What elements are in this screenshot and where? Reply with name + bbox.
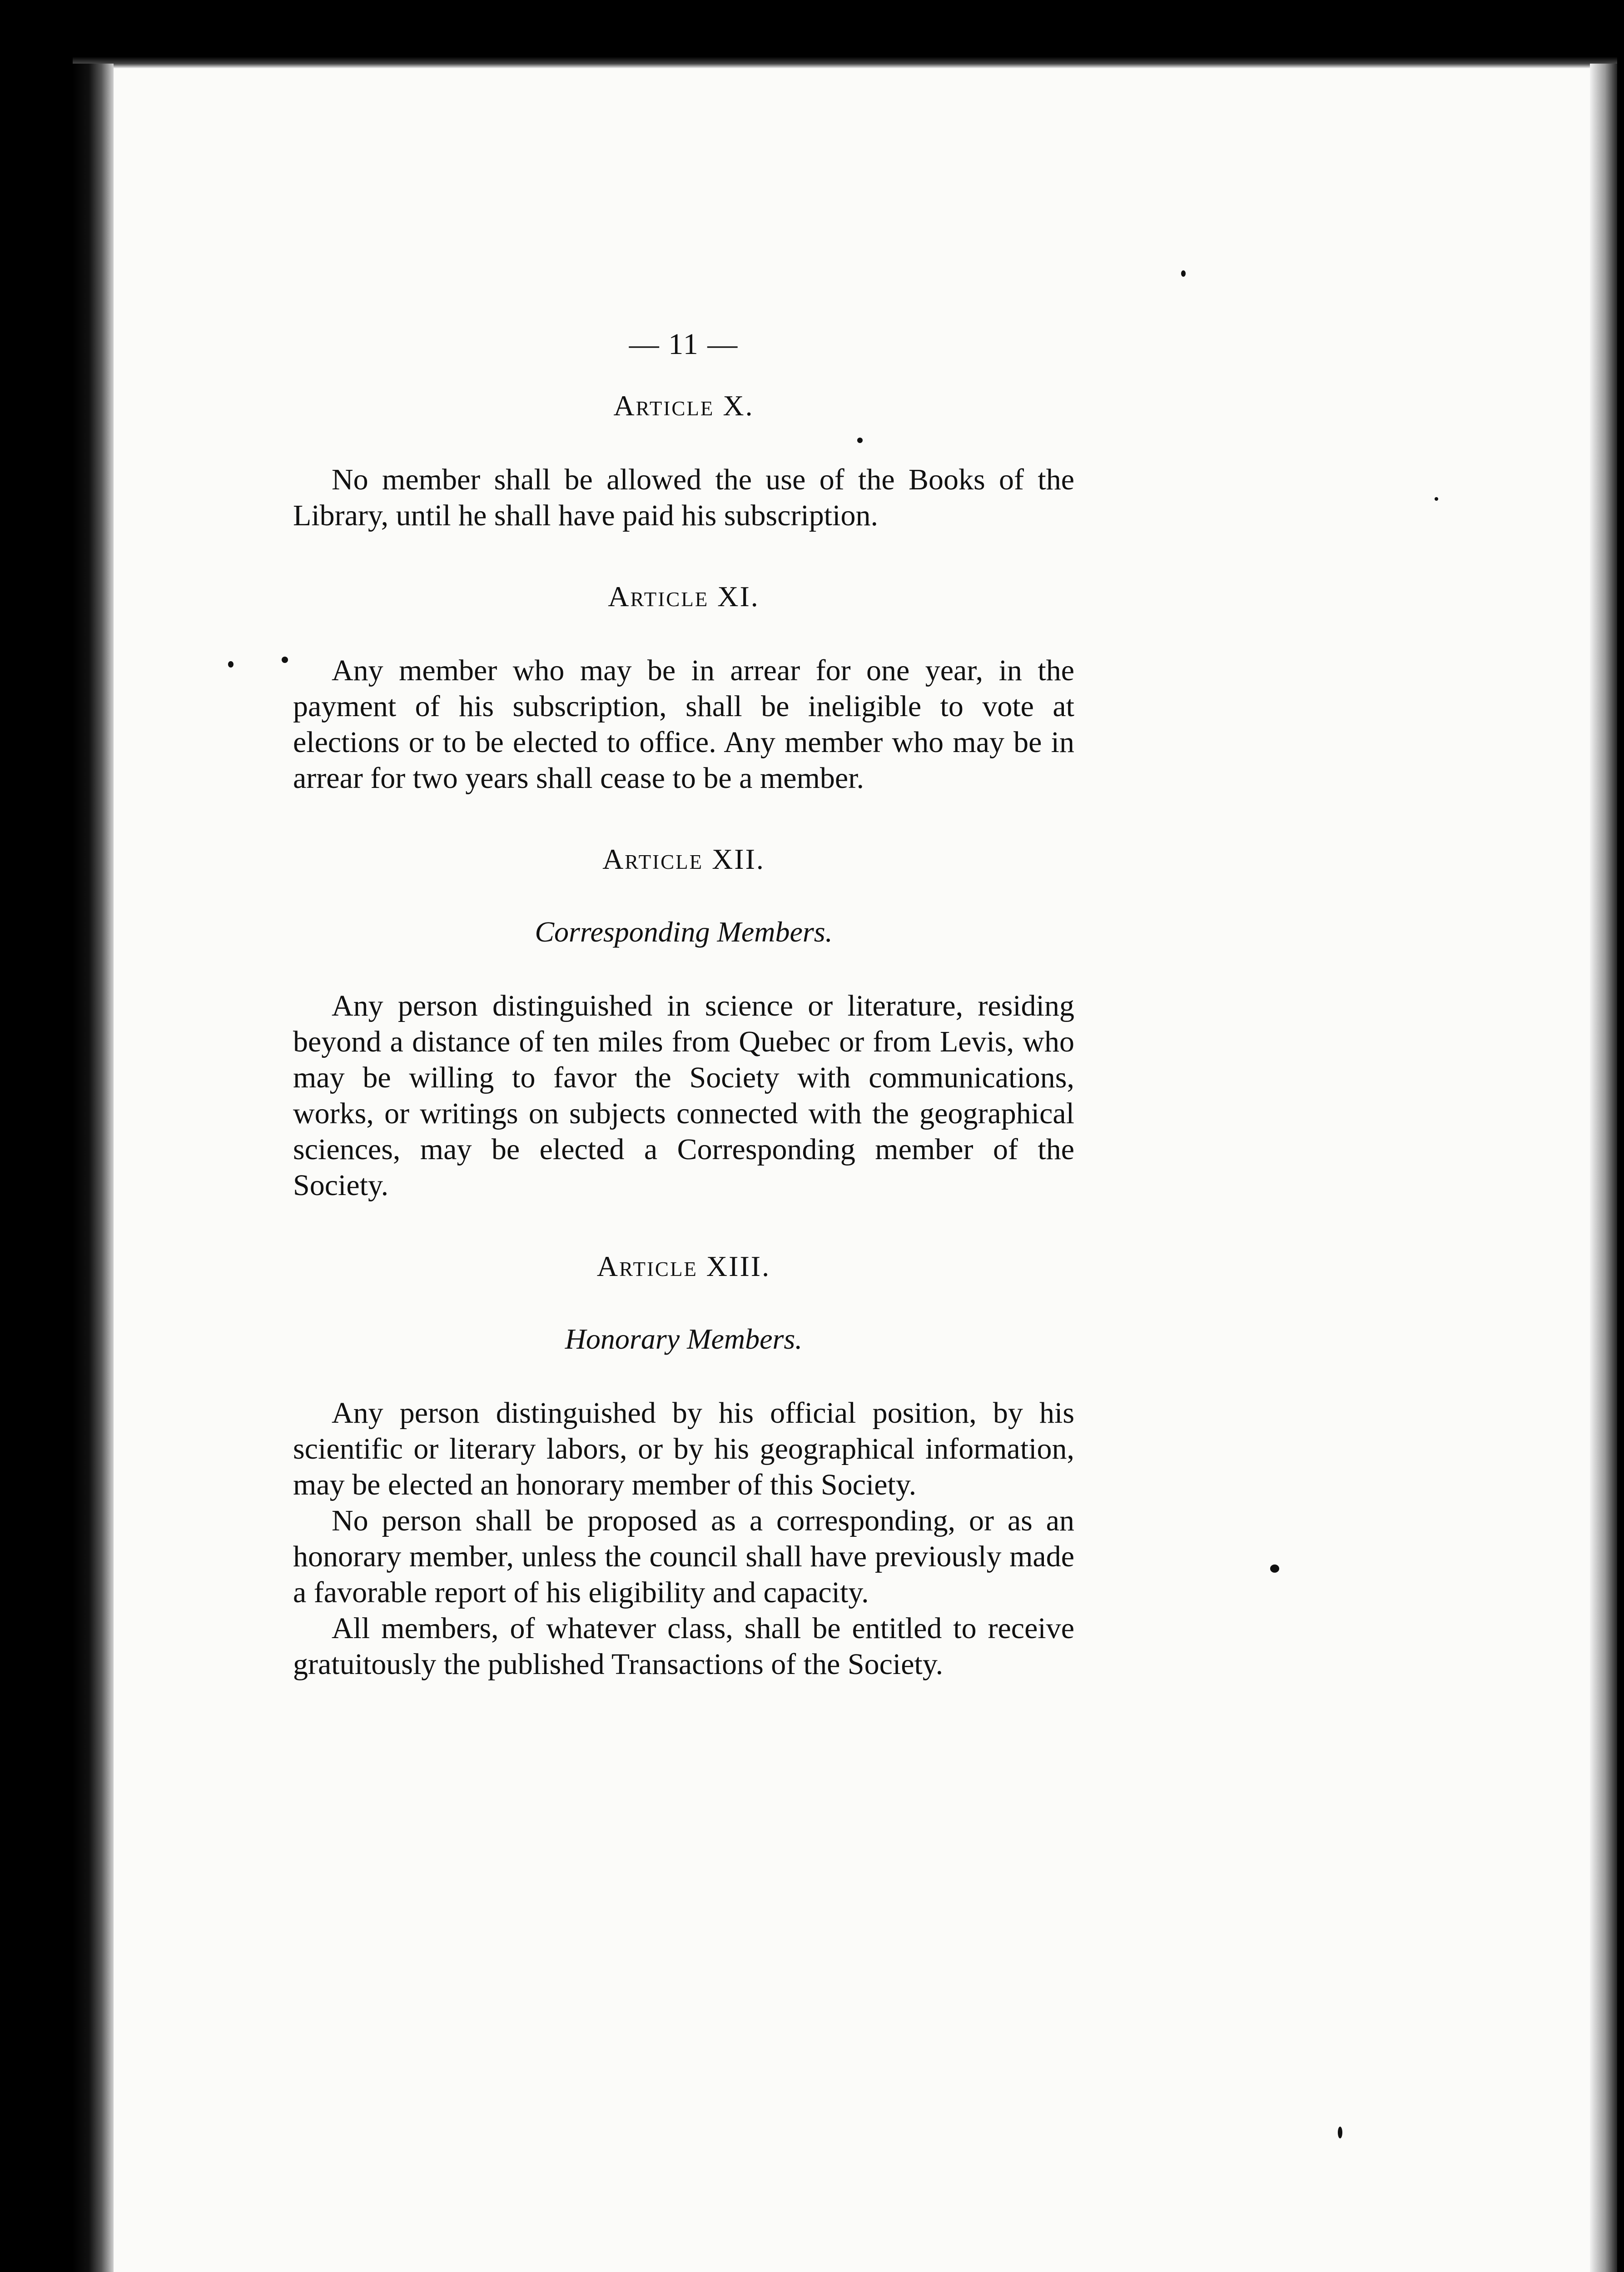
article-paragraph: No member shall be allowed the use of the Books of the Library, until he shall have paid his subscription. [293,463,1074,532]
page-right-edge [1590,64,1617,2272]
article-paragraph: Any person distinguished by his official position, by his scientific or literary labors, or by his geographical information, may be elected an honorary member of this Society. [293,1396,1074,1501]
article-heading: Article X. [613,389,754,422]
print-speck [1181,270,1186,277]
page-number: — 11 — [629,328,739,361]
print-speck [282,657,288,663]
article-heading: Article XII. [602,843,765,875]
page-top-edge [73,57,1617,68]
page-text [293,327,1074,1682]
print-speck [228,661,233,668]
article-heading: Article XI. [608,580,760,613]
article-paragraph: Any member who may be in arrear for one year, in the payment of his subscription, shall be ineligible to vote at elections or to be elected to office. Any member who may be in arrear for two years shall cease to be a member. [293,654,1074,795]
binding-edge [73,64,114,2272]
print-speck [1338,2127,1342,2138]
article-heading: Article XIII. [596,1250,771,1282]
print-speck [1435,497,1438,501]
article-paragraph: Any person distinguished in science or literature, residing beyond a distance of ten miles from Quebec or from Levis, who may be willing to favor the Society with communications, works, or writings on subjects connected with the geographical sciences, may be elected a Corresponding member of the Society. [293,989,1074,1202]
article-paragraph: No person shall be proposed as a corresponding, or as an honorary member, unless the council shall have previously made a favorable report of his eligibility and capacity. [293,1504,1074,1609]
article-subheading: Corresponding Members. [535,916,833,948]
article-paragraph: All members, of whatever class, shall be entitled to receive gratuitously the published Transactions of the Society. [293,1612,1074,1681]
print-speck [1270,1564,1279,1573]
article-subheading: Honorary Members. [565,1323,803,1355]
